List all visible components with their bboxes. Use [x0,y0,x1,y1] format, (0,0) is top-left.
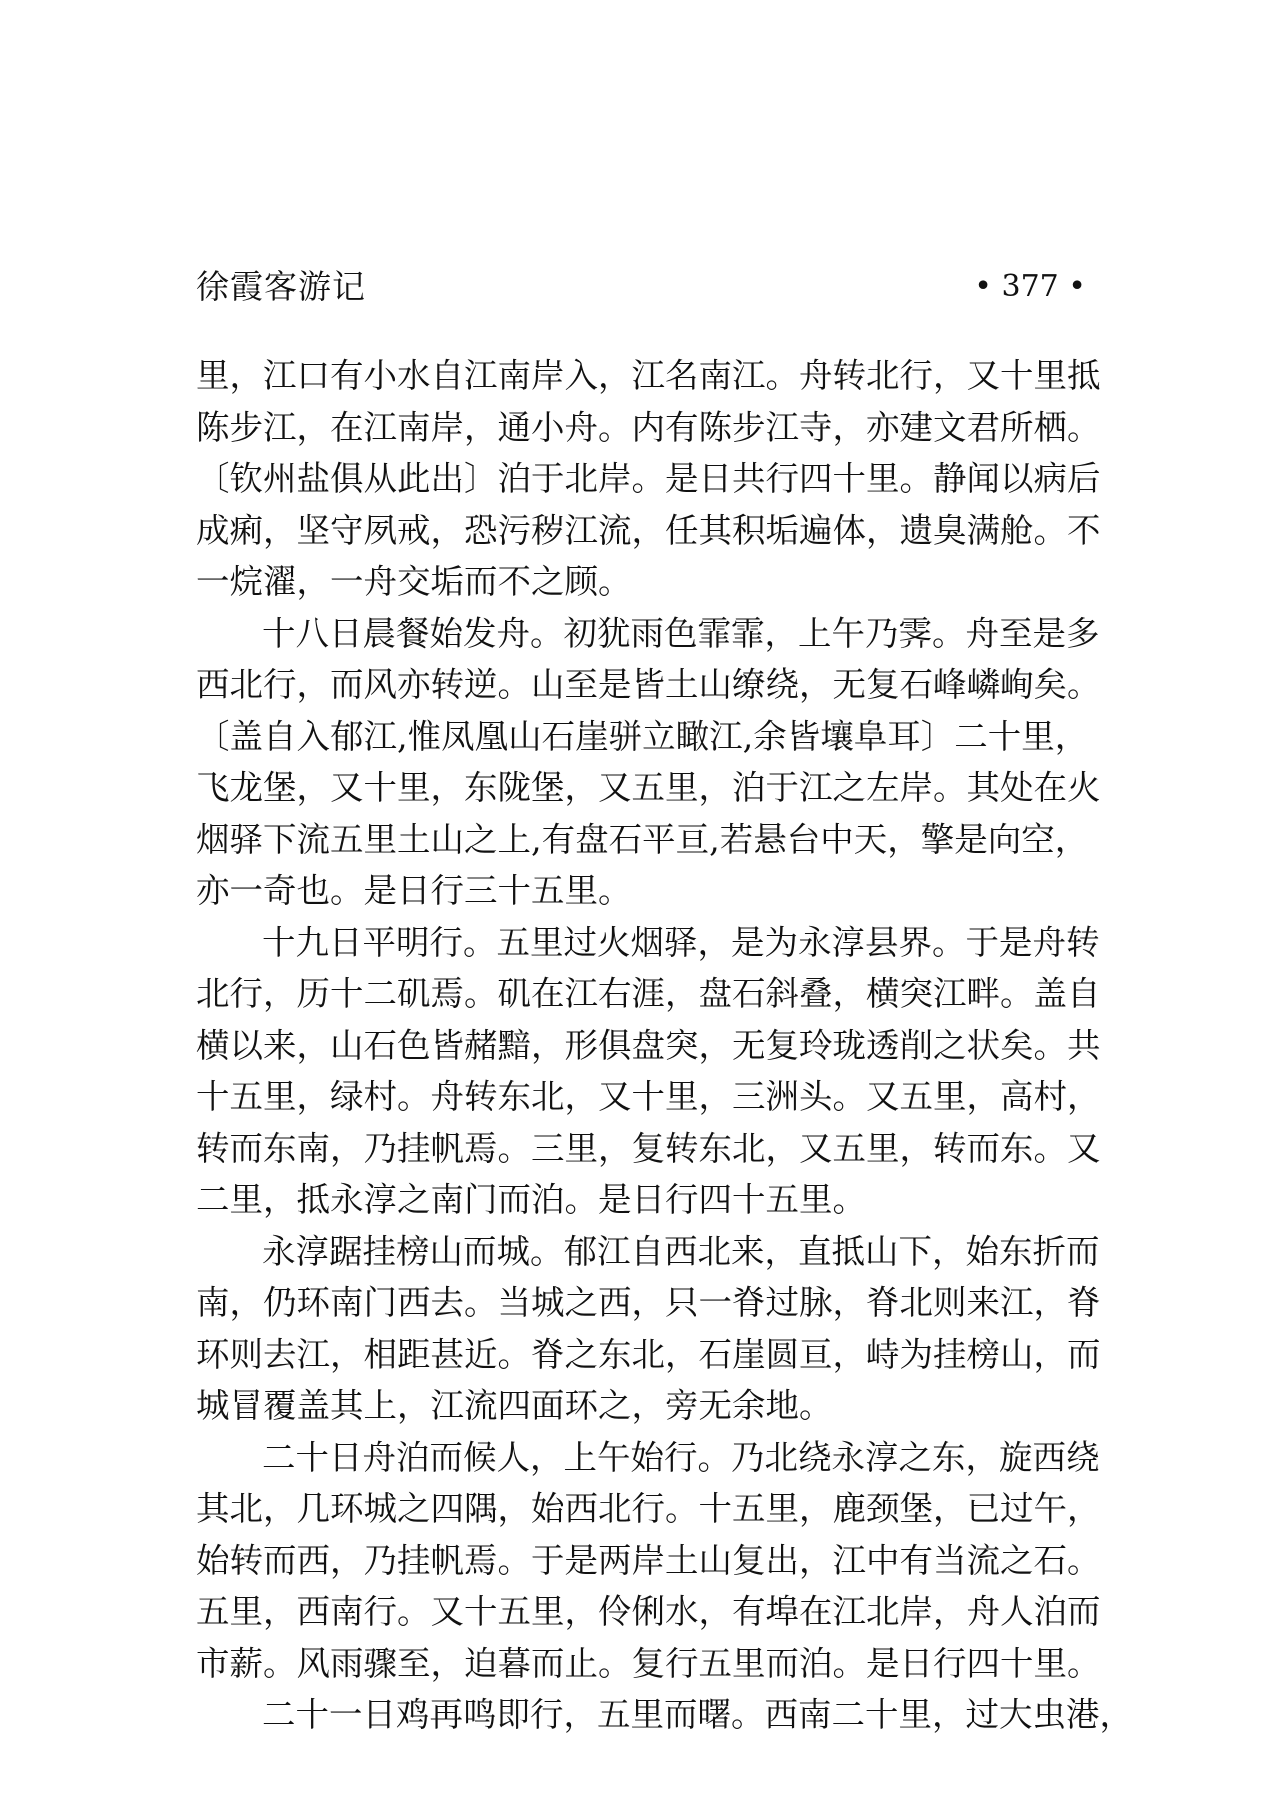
text-line: 十九日平明行。五里过火烟驿，是为永淳县界。于是舟转 [262,922,1100,962]
text-line: 转而东南，乃挂帆焉。三里，复转东北，又五里，转而东。又 [196,1128,1101,1168]
text-line: 陈步江，在江南岸，通小舟。内有陈步江寺，亦建文君所栖。 [196,407,1101,447]
text-line: 十八日晨餐始发舟。初犹雨色霏霏，上午乃霁。舟至是多 [262,613,1100,653]
text-line: 始转而西，乃挂帆焉。于是两岸土山复出，江中有当流之石。 [196,1540,1101,1580]
text-line: 北行，历十二矶焉。矶在江右涯，盘石斜叠，横突江畔。盖自 [196,974,1101,1013]
text-line: 永淳踞挂榜山而城。郁江自西北来，直抵山下，始东折而 [262,1231,1100,1271]
text-line: 其北，几环城之四隅，始西北行。十五里，鹿颈堡，已过午， [196,1489,1101,1528]
page-number: • 377 • [974,269,1086,304]
text-line: 成痢，坚守夙戒，恐污秽江流，任其积垢遍体，遗臭满舱。不 [196,510,1101,550]
text-line: 烟驿下流五里土山之上,有盘石平亘,若悬台中天，擎是向空， [196,819,1089,859]
text-line: 横以来，山石色皆赭黯，形俱盘突，无复玲珑透削之状矣。共 [196,1025,1101,1065]
body-text [196,350,1133,1741]
text-line: 市薪。风雨骤至，迫暮而止。复行五里而泊。是日行四十里。 [196,1643,1101,1683]
text-line: 环则去江，相距甚近。脊之东北，石崖圆亘，峙为挂榜山，而 [196,1334,1101,1374]
book-title: 徐霞客游记 [196,267,366,306]
running-header [196,262,1086,312]
text-line: 城冒覆盖其上，江流四面环之，旁无余地。 [196,1386,833,1425]
text-line: 里，江口有小水自江南岸入，江名南江。舟转北行，又十里抵 [196,356,1101,395]
text-line: 〔盖自入郁江,惟凤凰山石崖骈立瞰江,余皆壤阜耳〕二十里， [196,716,1089,756]
text-line: 二十一日鸡再鸣即行，五里而曙。西南二十里，过大虫港， [262,1695,1133,1734]
text-line: 五里，西南行。又十五里，伶俐水，有埠在江北岸，舟人泊而 [196,1592,1101,1631]
text-line: 一烷濯，一舟交垢而不之顾。 [196,562,632,601]
text-line: 〔钦州盐俱从此出〕泊于北岸。是日共行四十里。静闻以病后 [196,459,1101,498]
text-line: 飞龙堡，又十里，东陇堡，又五里，泊于江之左岸。其处在火 [196,768,1101,807]
text-line: 二里，抵永淳之南门而泊。是日行四十五里。 [196,1180,866,1219]
text-line: 二十日舟泊而候人，上午始行。乃北绕永淳之东，旋西绕 [262,1437,1100,1477]
text-line: 西北行，而风亦转逆。山至是皆土山缭绕，无复石峰嶙峋矣。 [196,665,1101,704]
text-line: 亦一奇也。是日行三十五里。 [196,871,632,910]
text-line: 十五里，绿村。舟转东北，又十里，三洲头。又五里，高村， [196,1077,1101,1116]
text-line: 南，仍环南门西去。当城之西，只一脊过脉，脊北则来江，脊 [196,1283,1101,1322]
